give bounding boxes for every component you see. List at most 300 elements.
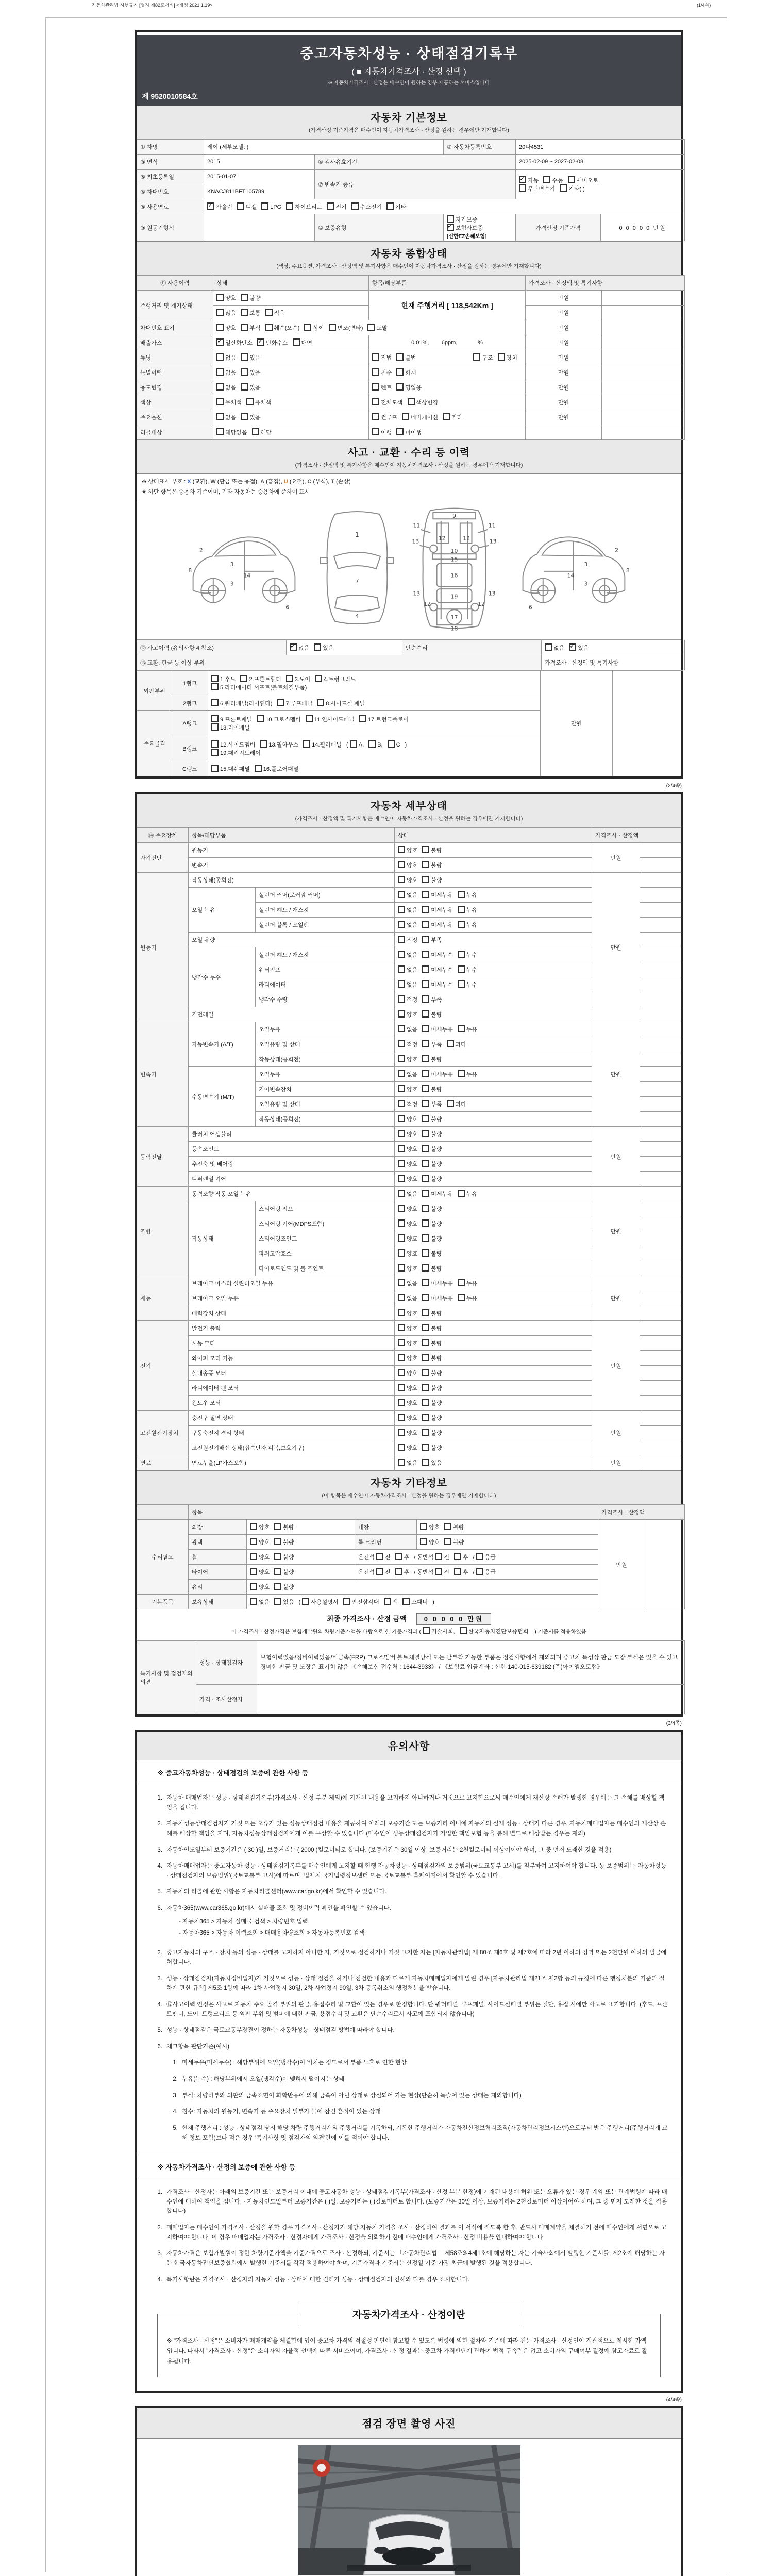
checkbox-box[interactable] — [422, 1115, 429, 1122]
checkbox-box[interactable] — [351, 202, 359, 210]
checkbox-누유[interactable] — [458, 906, 477, 914]
checkbox-기타[interactable] — [443, 413, 462, 421]
checkbox-box[interactable] — [422, 980, 429, 988]
checkbox-box[interactable] — [519, 176, 526, 183]
checkbox-box[interactable] — [422, 1234, 429, 1242]
checkbox-box[interactable] — [422, 1145, 429, 1152]
checkbox-box[interactable] — [216, 324, 224, 331]
checkbox-box[interactable] — [398, 1025, 405, 1032]
checkbox-불량[interactable] — [422, 1175, 442, 1183]
checkbox-도말[interactable] — [367, 324, 387, 332]
checkbox-box[interactable] — [277, 699, 284, 706]
checkbox-한국자동차진단보증협회[interactable] — [460, 1627, 529, 1635]
checkbox-불량[interactable] — [422, 861, 442, 869]
checkbox-사용설명서[interactable] — [302, 1598, 338, 1606]
checkbox-2.프론트휀더[interactable] — [240, 675, 281, 683]
checkbox-box[interactable] — [398, 980, 405, 988]
checkbox-불량[interactable] — [422, 1234, 442, 1243]
checkbox-변조(변타)[interactable] — [329, 324, 363, 332]
checkbox-침수[interactable] — [372, 368, 392, 377]
checkbox-양호[interactable] — [216, 294, 236, 302]
checkbox-box[interactable] — [398, 861, 405, 868]
checkbox-box[interactable] — [255, 765, 262, 772]
checkbox-4.트렁크리드[interactable] — [315, 675, 356, 683]
checkbox-box[interactable] — [216, 353, 224, 361]
checkbox-box[interactable] — [274, 1598, 281, 1605]
checkbox-box[interactable] — [250, 1568, 257, 1575]
checkbox-box[interactable] — [398, 921, 405, 928]
checkbox-불량[interactable] — [422, 1219, 442, 1228]
checkbox-box[interactable] — [241, 413, 248, 420]
checkbox-미세누수[interactable] — [422, 980, 453, 989]
checkbox-box[interactable] — [422, 1324, 429, 1331]
checkbox-box[interactable] — [422, 1369, 429, 1376]
checkbox-box[interactable] — [444, 1538, 451, 1545]
checkbox-누수[interactable] — [458, 951, 477, 959]
checkbox-불법[interactable] — [396, 353, 416, 362]
checkbox-미세누유[interactable] — [422, 1279, 453, 1287]
checkbox-box[interactable] — [422, 1055, 429, 1062]
checkbox-부족[interactable] — [422, 936, 442, 944]
checkbox-없음[interactable] — [398, 980, 417, 989]
checkbox-부족[interactable] — [422, 1040, 442, 1048]
checkbox-불량[interactable] — [422, 1369, 442, 1377]
checkbox-box[interactable] — [443, 413, 450, 420]
checkbox-box[interactable] — [398, 1369, 405, 1376]
checkbox-box[interactable] — [368, 740, 376, 748]
checkbox-box[interactable] — [398, 1234, 405, 1242]
checkbox-양호[interactable] — [420, 1538, 440, 1546]
checkbox-양호[interactable] — [398, 1309, 417, 1317]
checkbox-box[interactable] — [211, 723, 219, 731]
checkbox-box[interactable] — [476, 1568, 483, 1575]
checkbox-양호[interactable] — [398, 1115, 417, 1123]
checkbox-양호[interactable] — [398, 1205, 417, 1213]
checkbox-box[interactable] — [422, 906, 429, 913]
checkbox-잭[interactable] — [384, 1598, 398, 1606]
checkbox-box[interactable] — [260, 740, 267, 748]
checkbox-box[interactable] — [519, 184, 526, 192]
checkbox-box[interactable] — [240, 675, 247, 682]
checkbox-box[interactable] — [398, 1100, 405, 1107]
checkbox-box[interactable] — [398, 1219, 405, 1227]
checkbox-불량[interactable] — [422, 876, 442, 884]
checkbox-일산화탄소[interactable] — [216, 338, 253, 347]
checkbox-box[interactable] — [216, 413, 224, 420]
checkbox-box[interactable] — [398, 951, 405, 958]
checkbox-누유[interactable] — [458, 921, 477, 929]
checkbox-장치[interactable] — [498, 353, 517, 362]
checkbox-box[interactable] — [422, 1429, 429, 1436]
checkbox-있음[interactable] — [569, 643, 589, 652]
checkbox-없음[interactable] — [398, 1070, 417, 1078]
checkbox-box[interactable] — [460, 1627, 467, 1634]
checkbox-box[interactable] — [422, 1399, 429, 1406]
checkbox-box[interactable] — [211, 715, 219, 722]
checkbox-box[interactable] — [422, 891, 429, 898]
checkbox-양호[interactable] — [420, 1523, 440, 1531]
checkbox-불량[interactable] — [422, 1414, 442, 1422]
checkbox-box[interactable] — [545, 643, 552, 651]
checkbox-box[interactable] — [398, 1249, 405, 1257]
checkbox-box[interactable] — [398, 1130, 405, 1137]
checkbox-box[interactable] — [498, 353, 505, 361]
checkbox-미세누유[interactable] — [422, 1070, 453, 1078]
checkbox-box[interactable] — [447, 1040, 454, 1047]
checkbox-box[interactable] — [211, 683, 219, 690]
checkbox-box[interactable] — [398, 846, 405, 853]
checkbox-기술사회,[interactable] — [423, 1627, 455, 1635]
checkbox-불량[interactable] — [274, 1523, 294, 1531]
checkbox-매연[interactable] — [293, 338, 312, 347]
checkbox-14.필러패널[interactable] — [303, 740, 342, 749]
checkbox-box[interactable] — [211, 675, 219, 682]
checkbox-양호[interactable] — [398, 1219, 417, 1228]
checkbox-응급[interactable] — [476, 1568, 496, 1576]
checkbox-box[interactable] — [216, 338, 224, 346]
checkbox-없음[interactable] — [290, 643, 309, 652]
checkbox-없음[interactable] — [398, 1459, 417, 1467]
checkbox-box[interactable] — [444, 1523, 451, 1530]
checkbox-box[interactable] — [422, 1175, 429, 1182]
checkbox-box[interactable] — [274, 1583, 281, 1590]
checkbox-해당없음[interactable] — [216, 428, 247, 436]
checkbox-box[interactable] — [447, 1100, 454, 1107]
checkbox-11.인사이드패널[interactable] — [306, 715, 355, 723]
checkbox-box[interactable] — [458, 921, 465, 928]
checkbox-box[interactable] — [398, 906, 405, 913]
checkbox-box[interactable] — [398, 891, 405, 898]
checkbox-box[interactable] — [398, 1085, 405, 1092]
checkbox-전체도색[interactable] — [372, 398, 403, 406]
checkbox-box[interactable] — [454, 1568, 461, 1575]
checkbox-자동[interactable] — [519, 176, 539, 184]
checkbox-썬루프[interactable] — [372, 413, 397, 421]
checkbox-디젤[interactable] — [237, 202, 257, 211]
checkbox-양호[interactable] — [250, 1538, 270, 1546]
checkbox-응급[interactable] — [476, 1553, 496, 1561]
checkbox-box[interactable] — [241, 324, 248, 331]
checkbox-box[interactable] — [458, 1279, 465, 1286]
checkbox-box[interactable] — [398, 1354, 405, 1361]
checkbox-없음[interactable] — [398, 1190, 417, 1198]
checkbox-양호[interactable] — [250, 1523, 270, 1531]
checkbox-전[interactable] — [376, 1568, 391, 1576]
checkbox-box[interactable] — [422, 1384, 429, 1391]
checkbox-box[interactable] — [261, 202, 268, 210]
checkbox-양호[interactable] — [398, 1339, 417, 1347]
checkbox-box[interactable] — [422, 861, 429, 868]
checkbox-양호[interactable] — [398, 1264, 417, 1273]
checkbox-box[interactable] — [422, 1459, 429, 1466]
checkbox-box[interactable] — [250, 1598, 257, 1605]
checkbox-box[interactable] — [422, 1100, 429, 1107]
checkbox-양호[interactable] — [398, 1130, 417, 1138]
checkbox-box[interactable] — [435, 1553, 442, 1560]
checkbox-1.후드[interactable] — [211, 675, 236, 683]
checkbox-box[interactable] — [359, 715, 366, 722]
checkbox-box[interactable] — [257, 338, 264, 346]
checkbox-box[interactable] — [435, 1568, 442, 1575]
checkbox-box[interactable] — [286, 202, 293, 210]
checkbox-불량[interactable] — [422, 1399, 442, 1407]
checkbox-box[interactable] — [422, 1205, 429, 1212]
checkbox-양호[interactable] — [398, 876, 417, 884]
checkbox-과다[interactable] — [447, 1100, 466, 1108]
checkbox-16.플로어패널[interactable] — [255, 765, 298, 773]
checkbox-box[interactable] — [274, 1523, 281, 1530]
checkbox-하이브리드[interactable] — [286, 202, 322, 211]
checkbox-무채색[interactable] — [216, 398, 242, 406]
checkbox-불량[interactable] — [422, 1205, 442, 1213]
checkbox-상이[interactable] — [304, 324, 324, 332]
checkbox-box[interactable] — [422, 1070, 429, 1077]
checkbox-양호[interactable] — [398, 1354, 417, 1362]
checkbox-box[interactable] — [402, 1598, 410, 1605]
checkbox-box[interactable] — [422, 1264, 429, 1272]
checkbox-box[interactable] — [398, 1414, 405, 1421]
checkbox-있음[interactable] — [241, 353, 260, 362]
checkbox-box[interactable] — [302, 1598, 309, 1605]
checkbox-box[interactable] — [241, 353, 248, 361]
checkbox-box[interactable] — [274, 1538, 281, 1545]
checkbox-수동[interactable] — [543, 176, 563, 184]
checkbox-box[interactable] — [286, 675, 293, 682]
checkbox-box[interactable] — [420, 1523, 427, 1530]
checkbox-box[interactable] — [420, 1538, 427, 1545]
checkbox-box[interactable] — [422, 1279, 429, 1286]
checkbox-불량[interactable] — [274, 1568, 294, 1576]
checkbox-무단변속기[interactable] — [519, 184, 555, 193]
checkbox-box[interactable] — [569, 643, 576, 651]
checkbox-box[interactable] — [216, 309, 224, 316]
checkbox-box[interactable] — [317, 699, 324, 706]
checkbox-box[interactable] — [396, 368, 404, 376]
checkbox-box[interactable] — [422, 1040, 429, 1047]
checkbox-box[interactable] — [250, 1553, 257, 1560]
checkbox-box[interactable] — [211, 740, 219, 748]
checkbox-box[interactable] — [265, 309, 273, 316]
checkbox-안전삼각대[interactable] — [343, 1598, 379, 1606]
checkbox-box[interactable] — [398, 1010, 405, 1018]
checkbox-box[interactable] — [396, 383, 404, 391]
checkbox-있음[interactable] — [314, 643, 333, 652]
checkbox-box[interactable] — [372, 368, 379, 376]
checkbox-네비게이션[interactable] — [402, 413, 438, 421]
checkbox-box[interactable] — [386, 202, 394, 210]
checkbox-box[interactable] — [398, 1279, 405, 1286]
checkbox-12.사이드멤버[interactable] — [211, 740, 255, 749]
checkbox-box[interactable] — [398, 1429, 405, 1436]
checkbox-box[interactable] — [241, 309, 248, 316]
checkbox-box[interactable] — [458, 1070, 465, 1077]
checkbox-없음[interactable] — [398, 1025, 417, 1033]
checkbox-box[interactable] — [216, 428, 224, 435]
checkbox-box[interactable] — [265, 324, 273, 331]
checkbox-box[interactable] — [327, 202, 334, 210]
checkbox-적정[interactable] — [398, 1100, 417, 1108]
checkbox-box[interactable] — [398, 1324, 405, 1331]
checkbox-box[interactable] — [395, 1568, 402, 1575]
checkbox-box[interactable] — [350, 740, 357, 748]
checkbox-box[interactable] — [250, 1523, 257, 1530]
checkbox-스패너[interactable] — [402, 1598, 428, 1606]
checkbox-box[interactable] — [216, 398, 224, 405]
checkbox-box[interactable] — [376, 1553, 383, 1560]
checkbox-box[interactable] — [398, 936, 405, 943]
checkbox-17.트렁크플로어[interactable] — [359, 715, 409, 723]
checkbox-box[interactable] — [422, 1294, 429, 1301]
checkbox-box[interactable] — [250, 1538, 257, 1545]
checkbox-box[interactable] — [422, 1309, 429, 1316]
checkbox-box[interactable] — [398, 1309, 405, 1316]
checkbox-box[interactable] — [274, 1553, 281, 1560]
checkbox-누유[interactable] — [458, 1279, 477, 1287]
checkbox-box[interactable] — [458, 1294, 465, 1301]
checkbox-없음[interactable] — [398, 891, 417, 899]
checkbox-box[interactable] — [388, 740, 395, 748]
checkbox-화재[interactable] — [396, 368, 416, 377]
checkbox-box[interactable] — [422, 1249, 429, 1257]
checkbox-box[interactable] — [458, 891, 465, 898]
checkbox-box[interactable] — [396, 428, 404, 435]
checkbox-box[interactable] — [422, 1025, 429, 1032]
checkbox-양호[interactable] — [398, 846, 417, 854]
checkbox-box[interactable] — [398, 1190, 405, 1197]
checkbox-없음[interactable] — [398, 951, 417, 959]
checkbox-box[interactable] — [216, 294, 224, 301]
checkbox-box[interactable] — [211, 749, 219, 756]
checkbox-없음[interactable] — [398, 906, 417, 914]
checkbox-box[interactable] — [367, 324, 375, 331]
checkbox-box[interactable] — [303, 740, 310, 748]
checkbox-box[interactable] — [211, 699, 219, 706]
checkbox-적정[interactable] — [398, 1040, 417, 1048]
checkbox-box[interactable] — [422, 936, 429, 943]
checkbox-box[interactable] — [422, 965, 429, 973]
checkbox-box[interactable] — [372, 428, 379, 435]
checkbox-기타[interactable] — [386, 202, 406, 211]
checkbox-box[interactable] — [246, 398, 254, 405]
checkbox-양호[interactable] — [398, 1249, 417, 1258]
checkbox-색상변경[interactable] — [408, 398, 439, 406]
checkbox-있음[interactable] — [241, 413, 260, 421]
checkbox-box[interactable] — [458, 980, 465, 988]
checkbox-미세누유[interactable] — [422, 1025, 453, 1033]
checkbox-B,[interactable] — [368, 740, 382, 748]
checkbox-box[interactable] — [304, 324, 311, 331]
checkbox-전[interactable] — [435, 1568, 449, 1576]
checkbox-후[interactable] — [395, 1553, 410, 1561]
checkbox-box[interactable] — [476, 1553, 483, 1560]
checkbox-불량[interactable] — [422, 1130, 442, 1138]
checkbox-9.프론트패널[interactable] — [211, 715, 252, 723]
checkbox-15.대쉬패널[interactable] — [211, 765, 250, 773]
checkbox-box[interactable] — [315, 675, 322, 682]
checkbox-불량[interactable] — [422, 1145, 442, 1153]
checkbox-box[interactable] — [422, 1010, 429, 1018]
checkbox-box[interactable] — [398, 995, 405, 1003]
checkbox-box[interactable] — [398, 1294, 405, 1301]
checkbox-box[interactable] — [422, 1354, 429, 1361]
checkbox-box[interactable] — [398, 1264, 405, 1272]
checkbox-box[interactable] — [343, 1598, 350, 1605]
checkbox-없음[interactable] — [216, 413, 236, 421]
checkbox-box[interactable] — [398, 1040, 405, 1047]
checkbox-양호[interactable] — [398, 861, 417, 869]
checkbox-부족[interactable] — [422, 1100, 442, 1108]
checkbox-적음[interactable] — [265, 309, 285, 317]
checkbox-8.사이드실 패널[interactable] — [317, 699, 365, 707]
checkbox-box[interactable] — [422, 1085, 429, 1092]
checkbox-양호[interactable] — [398, 1055, 417, 1063]
checkbox-box[interactable] — [422, 951, 429, 958]
checkbox-양호[interactable] — [216, 324, 236, 332]
checkbox-box[interactable] — [422, 1219, 429, 1227]
checkbox-누수[interactable] — [458, 965, 477, 974]
checkbox-box[interactable] — [422, 1130, 429, 1137]
checkbox-box[interactable] — [329, 324, 336, 331]
checkbox-box[interactable] — [458, 1190, 465, 1197]
checkbox-box[interactable] — [398, 1175, 405, 1182]
checkbox-box[interactable] — [376, 1568, 383, 1575]
checkbox-LPG[interactable] — [261, 202, 281, 210]
checkbox-box[interactable] — [398, 876, 405, 883]
checkbox-box[interactable] — [384, 1598, 391, 1605]
checkbox-box[interactable] — [422, 1160, 429, 1167]
checkbox-box[interactable] — [398, 1055, 405, 1062]
checkbox-box[interactable] — [568, 176, 575, 183]
checkbox-불량[interactable] — [274, 1538, 294, 1546]
checkbox-탄화수소[interactable] — [257, 338, 288, 347]
checkbox-미세누유[interactable] — [422, 1190, 453, 1198]
checkbox-불량[interactable] — [274, 1583, 294, 1591]
checkbox-양호[interactable] — [398, 1085, 417, 1093]
checkbox-수소전기[interactable] — [351, 202, 382, 211]
checkbox-box[interactable] — [560, 184, 567, 192]
checkbox-영업용[interactable] — [396, 383, 422, 392]
checkbox-불량[interactable] — [422, 1264, 442, 1273]
checkbox-box[interactable] — [372, 383, 379, 391]
checkbox-미이행[interactable] — [396, 428, 422, 436]
checkbox-불량[interactable] — [422, 1309, 442, 1317]
checkbox-5.라디에이터 서포트(볼트체결부품)[interactable] — [211, 683, 307, 691]
checkbox-누유[interactable] — [458, 1190, 477, 1198]
checkbox-양호[interactable] — [398, 1145, 417, 1153]
checkbox-있음[interactable] — [241, 383, 260, 392]
checkbox-A,[interactable] — [350, 740, 364, 748]
checkbox-box[interactable] — [402, 413, 409, 420]
checkbox-box[interactable] — [241, 383, 248, 391]
checkbox-누유[interactable] — [458, 1070, 477, 1078]
checkbox-불량[interactable] — [422, 1010, 442, 1019]
checkbox-box[interactable] — [458, 965, 465, 973]
checkbox-box[interactable] — [543, 176, 550, 183]
checkbox-box[interactable] — [398, 1070, 405, 1077]
checkbox-box[interactable] — [274, 1568, 281, 1575]
checkbox-불량[interactable] — [422, 1354, 442, 1362]
checkbox-부족[interactable] — [422, 995, 442, 1004]
checkbox-box[interactable] — [422, 921, 429, 928]
checkbox-없음[interactable] — [398, 921, 417, 929]
checkbox-미세누유[interactable] — [422, 921, 453, 929]
checkbox-전[interactable] — [435, 1553, 449, 1561]
checkbox-19.패키지트레이[interactable] — [211, 749, 261, 757]
checkbox-box[interactable] — [237, 202, 244, 210]
checkbox-후[interactable] — [454, 1553, 468, 1561]
checkbox-미세누유[interactable] — [422, 1294, 453, 1302]
checkbox-box[interactable] — [473, 353, 480, 361]
